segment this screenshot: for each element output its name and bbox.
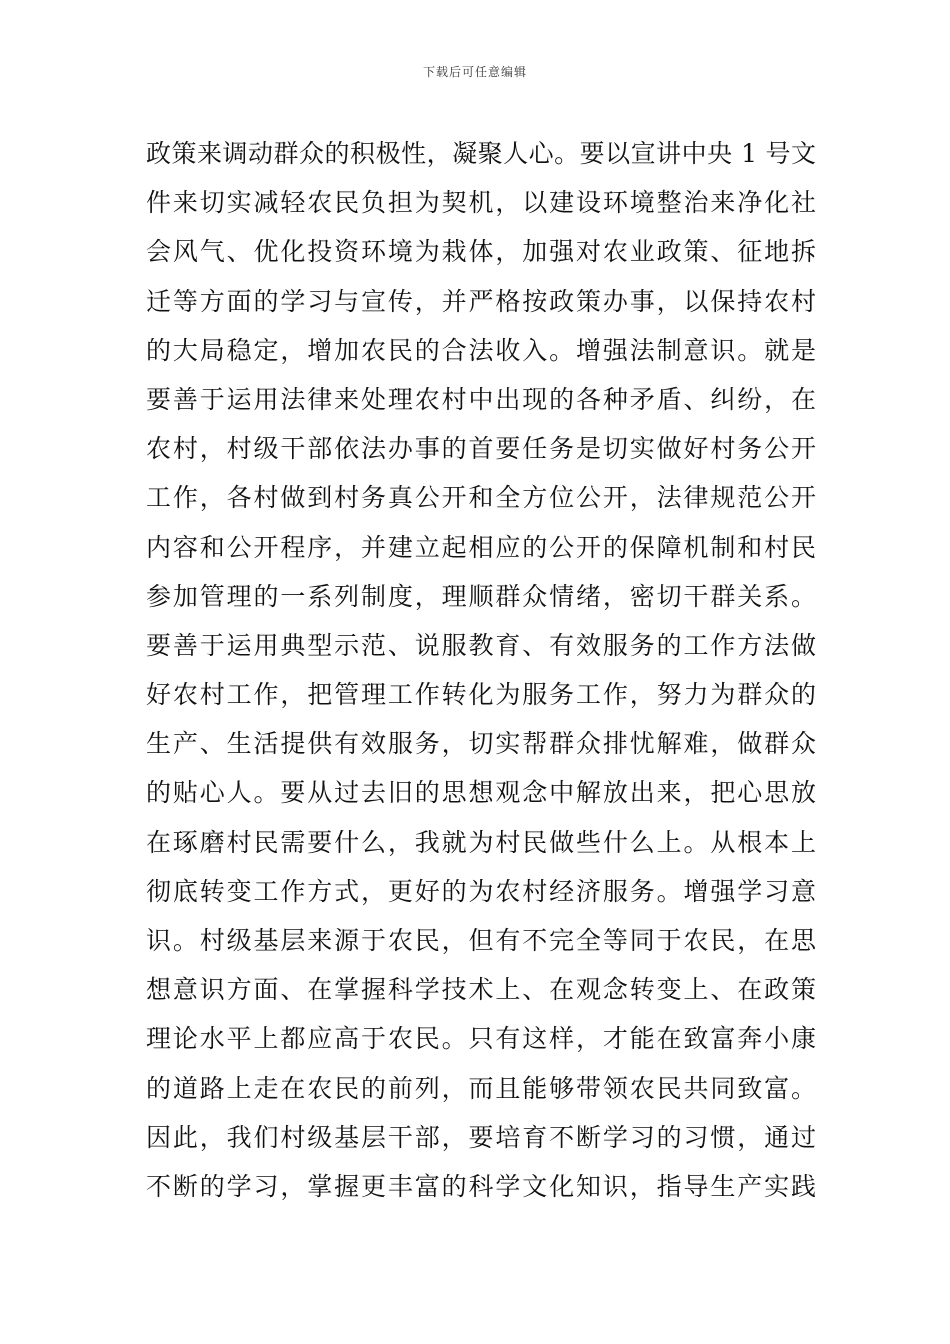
text-line: 想意识方面、在掌握科学技术上、在观念转变上、在政策 [146, 975, 816, 1005]
text-line: 的道路上走在农民的前列，而且能够带领农民共同致富。 [146, 1073, 816, 1103]
text-line: 会风气、优化投资环境为栽体，加强对农业政策、征地拆 [146, 237, 816, 267]
text-line: 的大局稳定，增加农民的合法收入。增强法制意识。就是 [146, 335, 816, 365]
text-line: 理论水平上都应高于农民。只有这样，才能在致富奔小康 [146, 1024, 816, 1054]
text-line: 因此，我们村级基层干部，要培育不断学习的习惯，通过 [146, 1122, 816, 1152]
text-line: 的贴心人。要从过去旧的思想观念中解放出来，把心思放 [146, 778, 816, 808]
text-line: 要善于运用法律来处理农村中出现的各种矛盾、纠纷，在 [146, 384, 816, 414]
text-line: 参加管理的一系列制度，理顺群众情绪，密切干群关系。 [146, 581, 816, 611]
page-header: 下载后可任意编辑 [422, 65, 527, 79]
text-line: 政策来调动群众的积极性，凝聚人心。要以宣讲中央 1 号文 [146, 139, 816, 168]
text-line: 迁等方面的学习与宣传，并严格按政策办事，以保持农村 [146, 286, 816, 316]
text-line: 农村，村级干部依法办事的首要任务是切实做好村务公开 [146, 434, 816, 464]
text-line: 要善于运用典型示范、说服教育、有效服务的工作方法做 [146, 630, 816, 660]
text-line: 件来切实减轻农民负担为契机，以建设环境整治来净化社 [146, 188, 816, 218]
text-line: 在琢磨村民需要什么，我就为村民做些什么上。从根本上 [146, 827, 816, 857]
text-line: 内容和公开程序，并建立起相应的公开的保障机制和村民 [146, 532, 816, 562]
text-line: 不断的学习，掌握更丰富的科学文化知识，指导生产实践 [146, 1171, 816, 1201]
text-line: 生产、生活提供有效服务，切实帮群众排忧解难，做群众 [146, 729, 816, 759]
text-line: 好农村工作，把管理工作转化为服务工作，努力为群众的 [146, 680, 816, 710]
text-line: 彻底转变工作方式，更好的为农村经济服务。增强学习意 [146, 876, 816, 906]
text-line: 识。村级基层来源于农民，但有不完全等同于农民，在思 [146, 926, 816, 955]
text-line: 工作，各村做到村务真公开和全方位公开，法律规范公开 [146, 483, 816, 513]
document-body [146, 129, 816, 1211]
